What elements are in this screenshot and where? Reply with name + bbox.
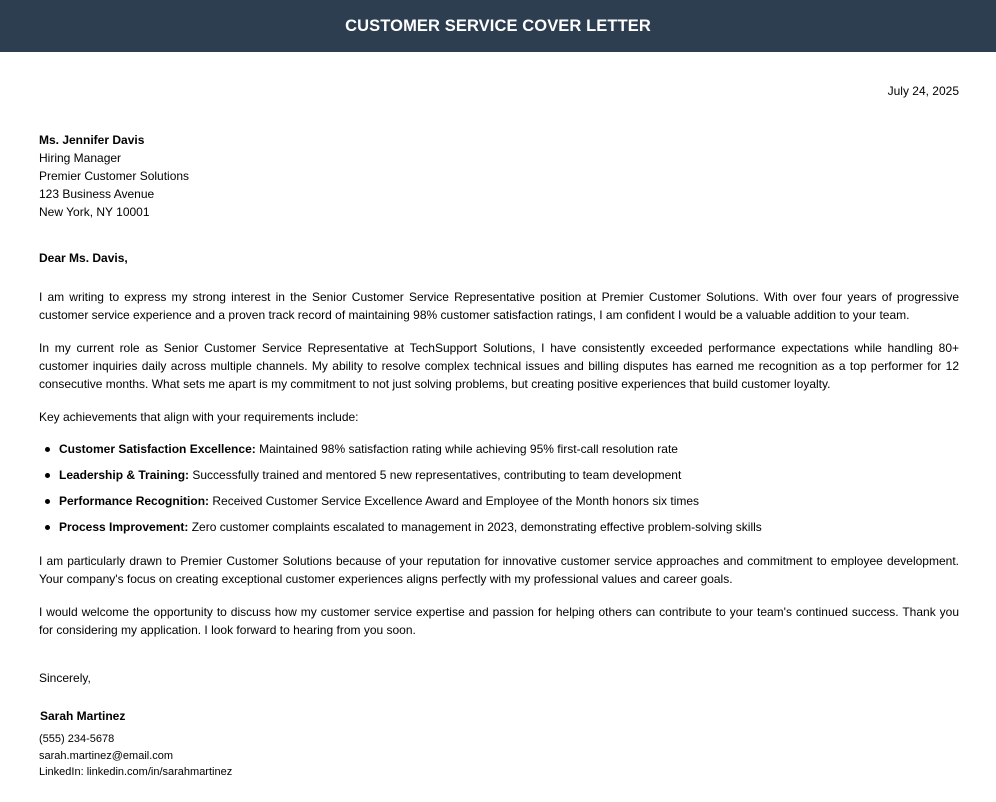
achievements-intro: Key achievements that align with your requirements include: bbox=[39, 410, 359, 424]
achievement-title: Performance Recognition: bbox=[59, 494, 210, 508]
list-item bbox=[39, 466, 959, 492]
signature-name: Sarah Martinez bbox=[40, 709, 126, 723]
recipient-street: 123 Business Avenue bbox=[39, 187, 155, 201]
list-item bbox=[39, 440, 959, 466]
achievements-list bbox=[39, 440, 959, 544]
page-title: CUSTOMER SERVICE COVER LETTER bbox=[345, 16, 651, 35]
list-item bbox=[39, 518, 959, 544]
bullet-icon bbox=[45, 499, 50, 504]
achievement-text: Received Customer Service Excellence Award and Employee of the Month honors six times bbox=[209, 494, 700, 508]
recipient-block bbox=[39, 131, 189, 221]
recipient-company: Premier Customer Solutions bbox=[39, 169, 190, 183]
achievement-title: Process Improvement: bbox=[59, 520, 189, 534]
recipient-city: New York, NY 10001 bbox=[39, 205, 150, 219]
header-bar bbox=[0, 0, 996, 52]
closing-paragraph: I would welcome the opportunity to discuss how my customer service expertise and passion for helping others can contribute to your team's continued success. Thank you for considering my application. I look forward to hearing from you soon. bbox=[39, 605, 959, 637]
contact-linkedin: LinkedIn: linkedin.com/in/sarahmartinez bbox=[39, 766, 233, 778]
closing-phrase: Sincerely, bbox=[39, 671, 91, 685]
achievement-text: Maintained 98% satisfaction rating while achieving 95% first-call resolution rate bbox=[255, 442, 678, 456]
achievement-title: Customer Satisfaction Excellence: bbox=[59, 442, 256, 456]
contact-phone: (555) 234-5678 bbox=[39, 733, 115, 745]
intro-paragraph: I am writing to express my strong interest in the Senior Customer Service Representative position at Premier Customer Solutions. With over four years of progressive customer service experience and a proven track record of maintaining 98% customer satisfaction ratings, I am confident I would be a valuable addition to your team. bbox=[39, 290, 959, 322]
recipient-name: Ms. Jennifer Davis bbox=[39, 133, 145, 147]
contact-block bbox=[39, 731, 232, 781]
achievement-text: Successfully trained and mentored 5 new representatives, contributing to team development bbox=[189, 468, 682, 482]
bullet-icon bbox=[45, 447, 50, 452]
contact-email: sarah.martinez@email.com bbox=[39, 749, 174, 762]
achievement-title: Leadership & Training: bbox=[59, 468, 190, 482]
letter-date: July 24, 2025 bbox=[887, 84, 959, 98]
experience-paragraph: In my current role as Senior Customer Service Representative at TechSupport Solutions, I have consistently exceeded performance expectations while handling 80+ customer inquiries daily across multiple channels. My ability to resolve complex technical issues and billing disputes has earned me recognition as a top performer for 12 consecutive months. What sets me apart is my commitment to not just solving problems, but creating positive experiences that build customer loyalty. bbox=[39, 341, 959, 391]
achievement-text: Zero customer complaints escalated to management in 2023, demonstrating effective problem-solving skills bbox=[188, 520, 762, 534]
bullet-icon bbox=[45, 473, 50, 478]
bullet-icon bbox=[45, 525, 50, 530]
motivation-paragraph: I am particularly drawn to Premier Customer Solutions because of your reputation for innovative customer service approaches and commitment to employee development. Your company's focus on creating exceptional customer experiences aligns perfectly with my professional values and career goals. bbox=[39, 554, 959, 586]
recipient-title: Hiring Manager bbox=[39, 151, 122, 165]
salutation: Dear Ms. Davis, bbox=[39, 251, 128, 265]
list-item bbox=[39, 492, 959, 518]
